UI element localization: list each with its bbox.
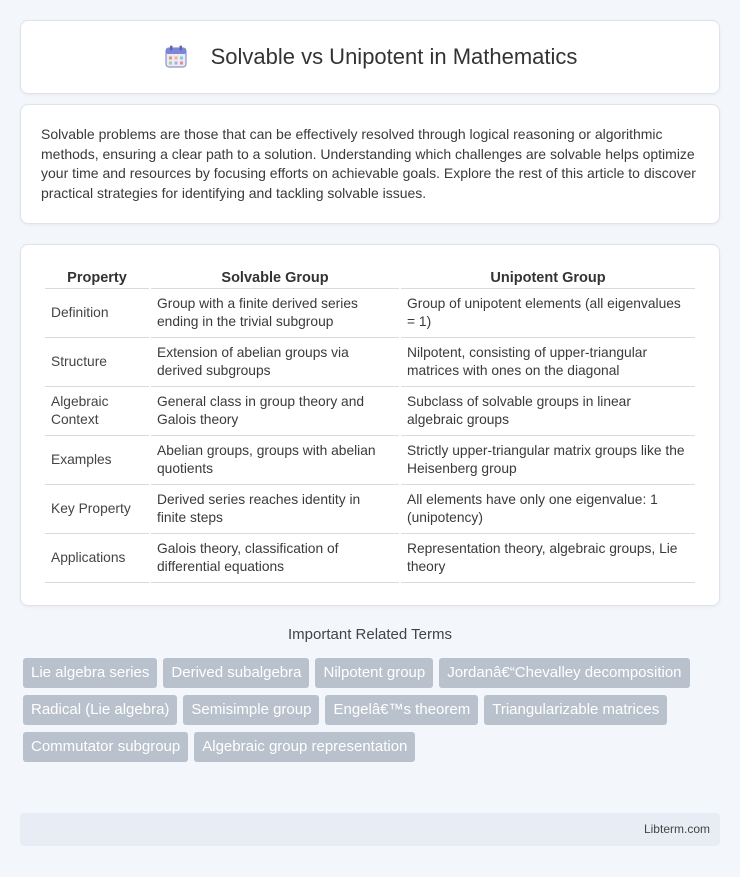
table-cell: General class in group theory and Galois theory bbox=[151, 387, 399, 436]
related-term-tag[interactable]: Triangularizable matrices bbox=[484, 695, 667, 725]
column-header: Solvable Group bbox=[151, 265, 399, 289]
table-row bbox=[45, 338, 695, 387]
column-header: Unipotent Group bbox=[401, 265, 695, 289]
table-row bbox=[45, 289, 695, 338]
table-cell: Examples bbox=[45, 436, 149, 485]
table-cell: Extension of abelian groups via derived subgroups bbox=[151, 338, 399, 387]
table-cell: Structure bbox=[45, 338, 149, 387]
table-cell: All elements have only one eigenvalue: 1 (unipotency) bbox=[401, 485, 695, 534]
table-row bbox=[45, 534, 695, 583]
table-cell: Key Property bbox=[45, 485, 149, 534]
related-terms-heading: Important Related Terms bbox=[288, 626, 452, 643]
table-cell: Group of unipotent elements (all eigenvalues = 1) bbox=[401, 289, 695, 338]
related-terms-list bbox=[23, 658, 723, 762]
intro-card bbox=[20, 104, 720, 224]
intro-text: Solvable problems are those that can be effectively resolved through logical reasoning or algorithmic methods, ensuring a clear path to a solution. Understanding which challenges are solvable helps optimize your time and resources by focusing efforts on achievable goals. Explore the rest of this article to discover practical strategies for identifying and tackling solvable issues. bbox=[41, 126, 696, 201]
related-term-tag[interactable]: Radical (Lie algebra) bbox=[23, 695, 177, 725]
page-title: Solvable vs Unipotent in Mathematics bbox=[210, 44, 578, 69]
related-term-tag[interactable]: Derived subalgebra bbox=[163, 658, 309, 688]
related-term-tag[interactable]: Lie algebra series bbox=[23, 658, 157, 688]
table-cell: Nilpotent, consisting of upper-triangular matrices with ones on the diagonal bbox=[401, 338, 695, 387]
related-term-tag[interactable]: Engelâ€™s theorem bbox=[325, 695, 478, 725]
footer-site-link[interactable]: Libterm.com bbox=[643, 822, 710, 836]
related-term-tag[interactable]: Nilpotent group bbox=[315, 658, 433, 688]
table-cell: Derived series reaches identity in finite steps bbox=[151, 485, 399, 534]
table-cell: Galois theory, classification of differential equations bbox=[151, 534, 399, 583]
table-cell: Group with a finite derived series ending in the trivial subgroup bbox=[151, 289, 399, 338]
column-header: Property bbox=[45, 265, 149, 289]
table-row bbox=[45, 485, 695, 534]
calendar-icon bbox=[163, 44, 189, 70]
table-cell: Abelian groups, groups with abelian quotients bbox=[151, 436, 399, 485]
related-term-tag[interactable]: Jordanâ€“Chevalley decomposition bbox=[439, 658, 689, 688]
related-term-tag[interactable]: Algebraic group representation bbox=[194, 732, 415, 762]
table-row bbox=[45, 436, 695, 485]
comparison-table-card bbox=[20, 244, 720, 606]
table-cell: Algebraic Context bbox=[45, 387, 149, 436]
table-header-row bbox=[45, 265, 695, 289]
table-cell: Representation theory, algebraic groups, Lie theory bbox=[401, 534, 695, 583]
table-cell: Applications bbox=[45, 534, 149, 583]
table-cell: Definition bbox=[45, 289, 149, 338]
table-cell: Strictly upper-triangular matrix groups like the Heisenberg group bbox=[401, 436, 695, 485]
comparison-table bbox=[43, 265, 697, 583]
related-term-tag[interactable]: Commutator subgroup bbox=[23, 732, 188, 762]
footer bbox=[20, 813, 720, 846]
table-row bbox=[45, 387, 695, 436]
header-card bbox=[20, 20, 720, 94]
related-term-tag[interactable]: Semisimple group bbox=[183, 695, 319, 725]
table-cell: Subclass of solvable groups in linear algebraic groups bbox=[401, 387, 695, 436]
